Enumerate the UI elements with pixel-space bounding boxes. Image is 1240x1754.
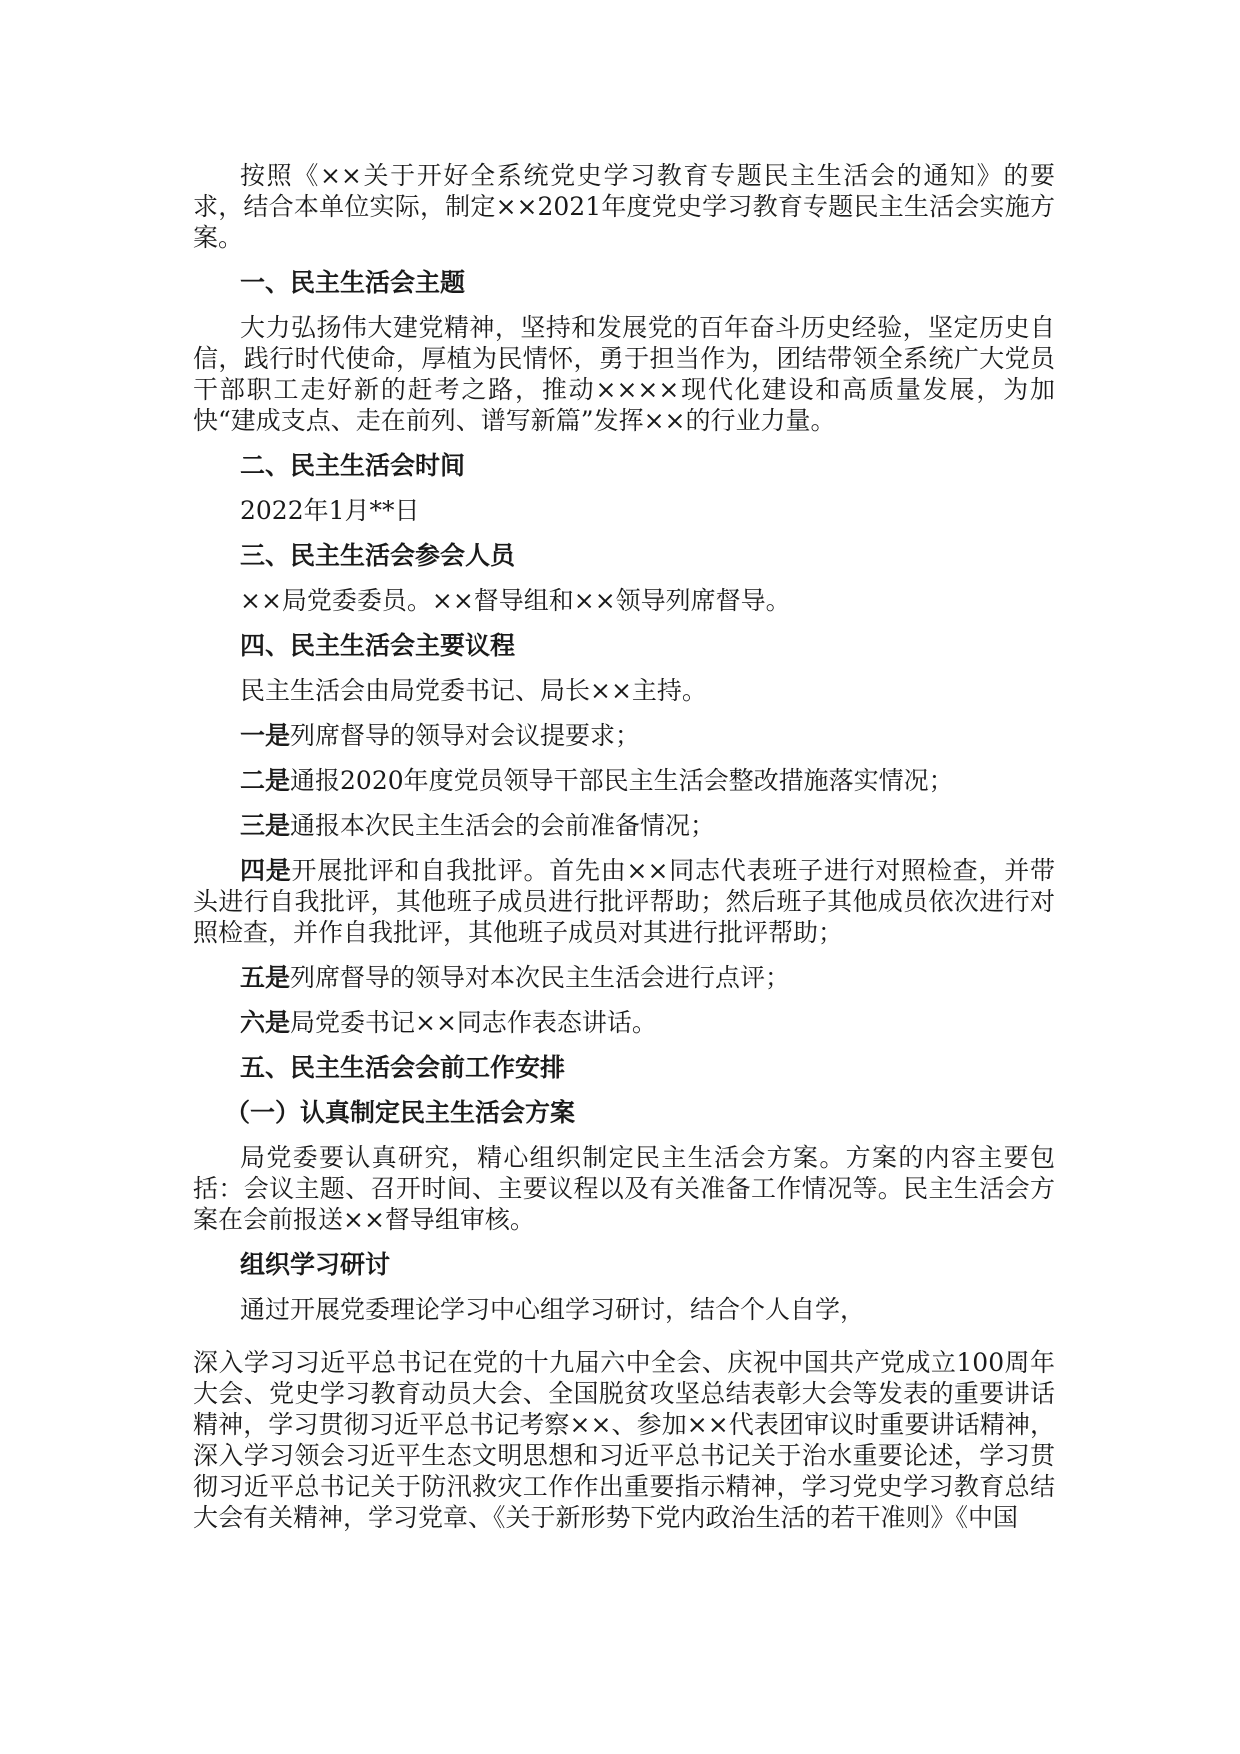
section-3-body: ××局党委委员。××督导组和××领导列席督导。 — [240, 586, 791, 615]
agenda-item-lead: 一是 — [240, 721, 291, 750]
intro-paragraph: 按照《××关于开好全系统党史学习教育专题民主生活会的通知》的要求，结合本单位实际，制定××2021年度党史学习教育专题民主生活会实施方案。 — [193, 161, 1055, 252]
agenda-item-lead: 四是 — [240, 856, 292, 885]
agenda-item-text: 通报本次民主生活会的会前准备情况； — [290, 811, 716, 840]
subsection-2-body: 深入学习习近平总书记在党的十九届六中全会、庆祝中国共产党成立100周年大会、党史学习教育动员大会、全国脱贫攻坚总结表彰大会等发表的重要讲话精神，学习贯彻习近平总书记考察××、参加××代表团审议时重要讲话精神，深入学习领会习近平生态文明思想和习近平总书记关于治水重要论述，学习贯彻习近平总书记关于防汛救灾工作作出重要指示精神，学习党史学习教育总结大会有关精神，学习党章、《关于新形势下党内政治生活的若干准则》《中国 — [193, 1348, 1055, 1532]
subsection-2-heading: 组织学习研讨 — [240, 1250, 391, 1279]
agenda-item — [193, 962, 1055, 993]
agenda-item-lead: 三是 — [240, 811, 291, 840]
section-3-heading: 三、民主生活会参会人员 — [240, 541, 516, 570]
section-4-heading: 四、民主生活会主要议程 — [240, 631, 516, 660]
agenda-item-text: 开展批评和自我批评。首先由××同志代表班子进行对照检查，并带头进行自我批评，其他班子成员进行批评帮助；然后班子其他成员依次进行对照检查，并作自我批评，其他班子成员对其进行批评帮助； — [193, 856, 1055, 947]
document-page — [193, 160, 1055, 1533]
section-5-heading: 五、民主生活会会前工作安排 — [240, 1053, 566, 1082]
agenda-item — [193, 855, 1055, 948]
agenda-item-text: 列席督导的领导对会议提要求； — [290, 721, 641, 750]
subsection-1-heading: （一）认真制定民主生活会方案 — [225, 1098, 576, 1127]
agenda-item-lead: 二是 — [240, 766, 291, 795]
section-2-heading: 二、民主生活会时间 — [240, 451, 466, 480]
agenda-item — [193, 810, 1055, 841]
section-4-body: 民主生活会由局党委书记、局长××主持。 — [240, 676, 707, 705]
agenda-item-lead: 五是 — [240, 963, 291, 992]
agenda-item-text: 局党委书记××同志作表态讲话。 — [290, 1008, 657, 1037]
section-1-body: 大力弘扬伟大建党精神，坚持和发展党的百年奋斗历史经验，坚定历史自信，践行时代使命，厚植为民情怀，勇于担当作为，团结带领全系统广大党员干部职工走好新的赶考之路，推动××××现代化建设和高质量发展，为加快“建成支点、走在前列、谱写新篇”发挥××的行业力量。 — [193, 313, 1055, 435]
section-1-heading: 一、民主生活会主题 — [240, 268, 466, 297]
section-2-body: 2022年1月**日 — [240, 496, 420, 525]
subsection-1-body: 局党委要认真研究，精心组织制定民主生活会方案。方案的内容主要包括：会议主题、召开时间、主要议程以及有关准备工作情况等。民主生活会方案在会前报送××督导组审核。 — [193, 1143, 1055, 1234]
agenda-item-lead: 六是 — [240, 1008, 291, 1037]
agenda-item — [193, 720, 1055, 751]
agenda-item-text: 列席督导的领导对本次民主生活会进行点评； — [290, 963, 791, 992]
agenda-item — [193, 1007, 1055, 1038]
agenda-item-text: 通报2020年度党员领导干部民主生活会整改措施落实情况； — [290, 766, 954, 795]
agenda-item — [193, 765, 1055, 796]
subsection-2-body-lead: 通过开展党委理论学习中心组学习研讨，结合个人自学， — [240, 1295, 866, 1324]
